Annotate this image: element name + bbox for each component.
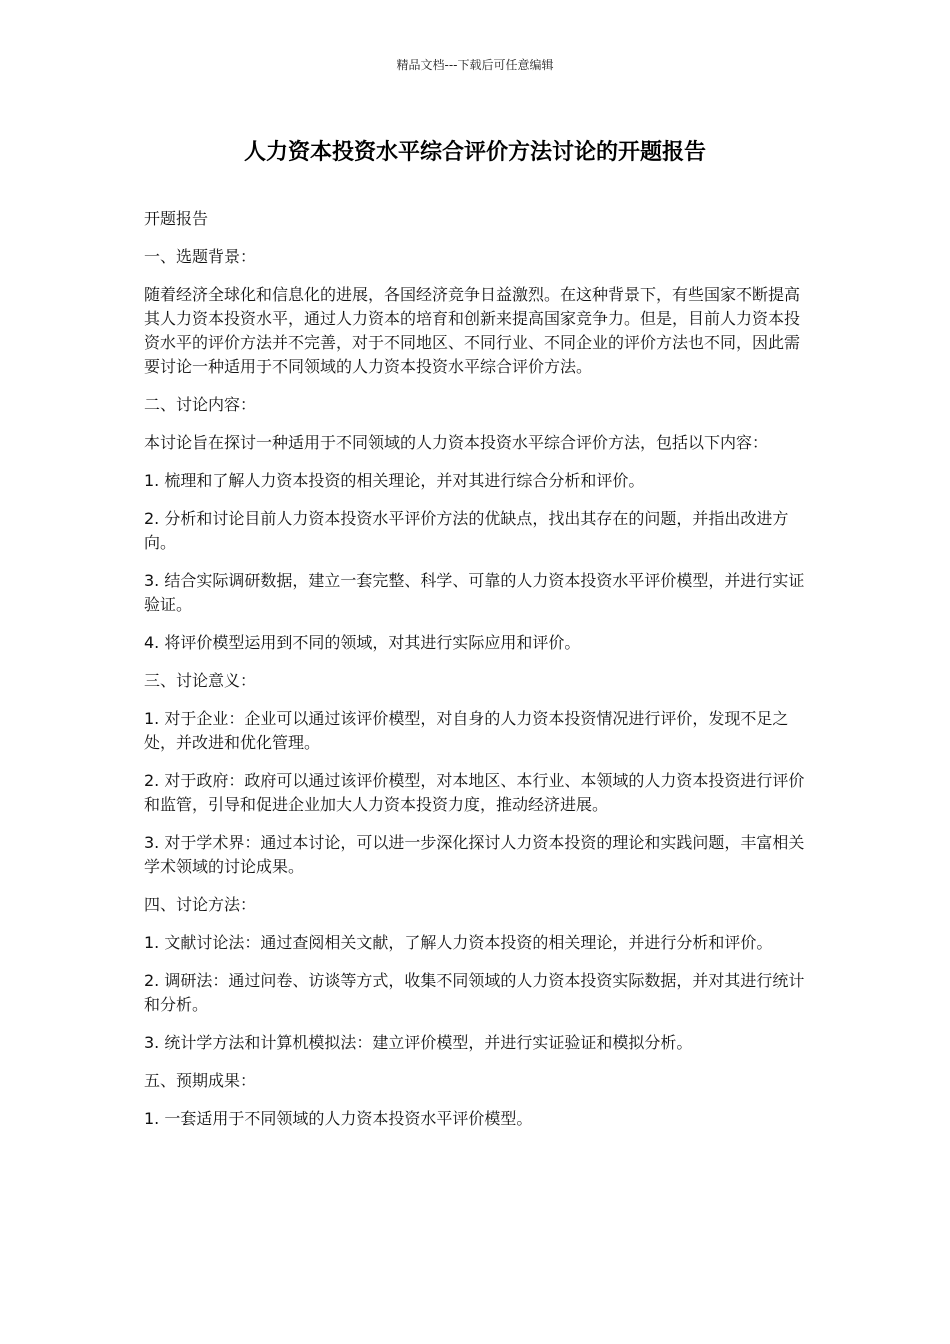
content-item: 1. 梳理和了解人力资本投资的相关理论，并对其进行综合分析和评价。 <box>144 471 645 490</box>
content-item: 2. 分析和讨论目前人力资本投资水平评价方法的优缺点，找出其存在的问题，并指出改进方向。 <box>144 509 789 552</box>
background-paragraph: 随着经济全球化和信息化的进展，各国经济竞争日益激烈。在这种背景下，有些国家不断提高其人力资本投资水平，通过人力资本的培育和创新来提高国家竞争力。但是，目前人力资本投资水平的评价方法并不完善，对于不同地区、不同行业、不同企业的评价方法也不同，因此需要讨论一种适用于不同领域的人力资本投资水平综合评价方法。 <box>144 285 801 376</box>
content-item: 3. 结合实际调研数据，建立一套完整、科学、可靠的人力资本投资水平评价模型，并进行实证验证。 <box>144 571 805 614</box>
section-heading-content: 二、讨论内容： <box>144 395 257 414</box>
content-item: 4. 将评价模型运用到不同的领域，对其进行实际应用和评价。 <box>144 633 581 652</box>
method-item: 3. 统计学方法和计算机模拟法：建立评价模型，并进行实证验证和模拟分析。 <box>144 1033 693 1052</box>
document-title: 人力资本投资水平综合评价方法讨论的开题报告 <box>243 140 706 165</box>
significance-item: 1. 对于企业：企业可以通过该评价模型，对自身的人力资本投资情况进行评价，发现不足之处，并改进和优化管理。 <box>144 709 789 752</box>
section-heading-background: 一、选题背景： <box>144 247 257 266</box>
header-note: 精品文档---下载后可任意编辑 <box>396 58 554 72</box>
section-heading-methods: 四、讨论方法： <box>144 895 257 914</box>
body-label: 开题报告 <box>144 209 209 228</box>
method-item: 2. 调研法：通过问卷、访谈等方式，收集不同领域的人力资本投资实际数据，并对其进行统计和分析。 <box>144 971 805 1014</box>
document-body <box>144 207 806 1145</box>
outcome-item: 1. 一套适用于不同领域的人力资本投资水平评价模型。 <box>144 1109 533 1128</box>
method-item: 1. 文献讨论法：通过查阅相关文献，了解人力资本投资的相关理论，并进行分析和评价。 <box>144 933 773 952</box>
significance-item: 3. 对于学术界：通过本讨论，可以进一步深化探讨人力资本投资的理论和实践问题，丰富相关学术领域的讨论成果。 <box>144 833 805 876</box>
section-heading-outcomes: 五、预期成果： <box>144 1071 257 1090</box>
significance-item: 2. 对于政府：政府可以通过该评价模型，对本地区、本行业、本领域的人力资本投资进行评价和监管，引导和促进企业加大人力资本投资力度，推动经济进展。 <box>144 771 805 814</box>
content-intro-paragraph: 本讨论旨在探讨一种适用于不同领域的人力资本投资水平综合评价方法，包括以下内容： <box>144 433 769 452</box>
section-heading-significance: 三、讨论意义： <box>144 671 257 690</box>
